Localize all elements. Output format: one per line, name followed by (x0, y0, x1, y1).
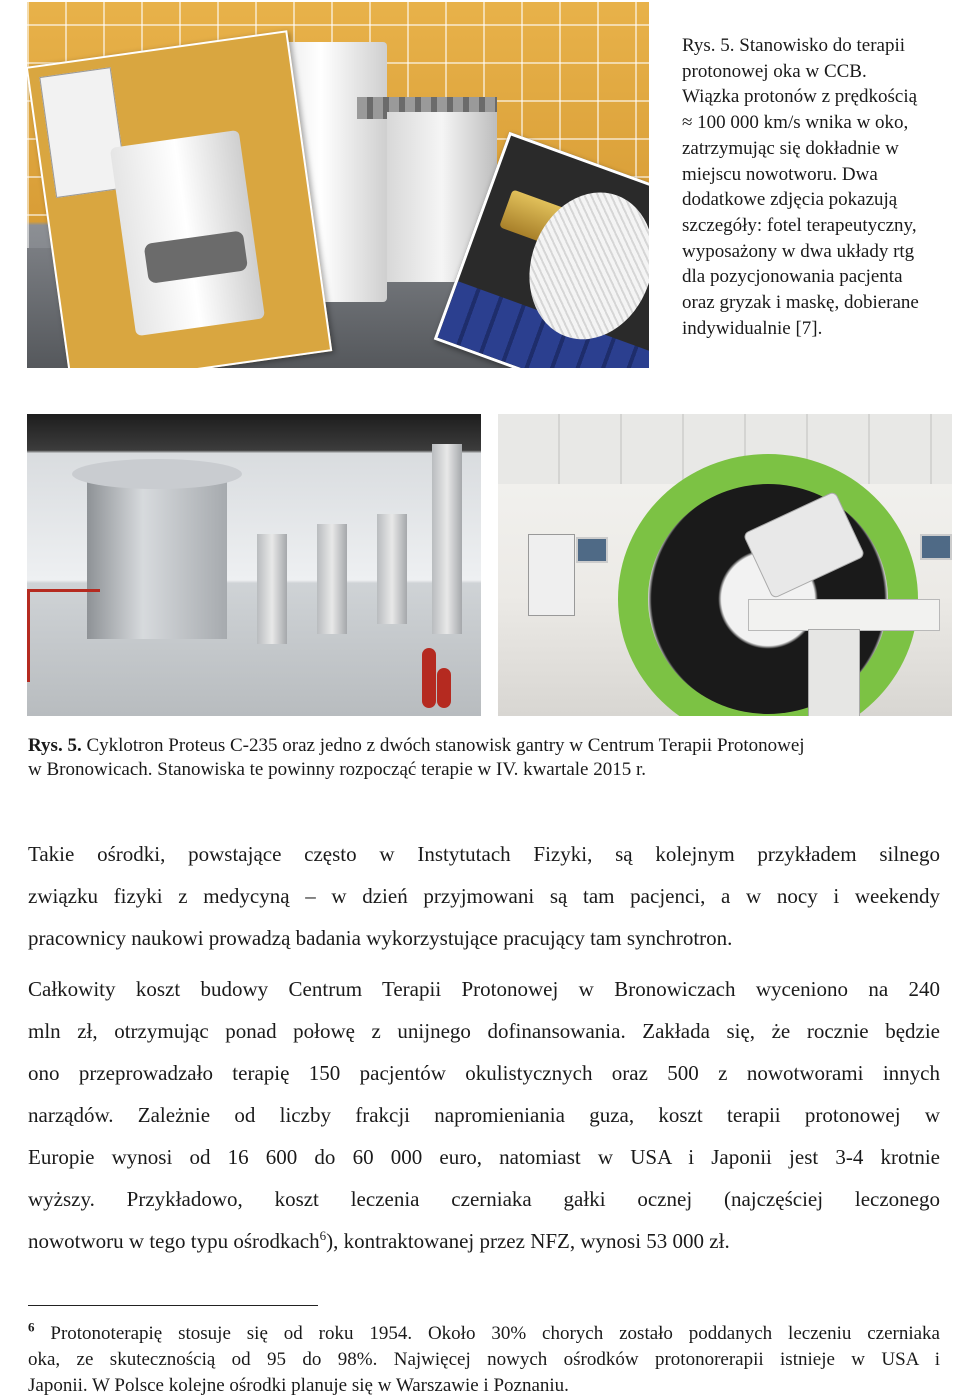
text-line: Takie ośrodki, powstające często w Instytutach Fizyki, są kolejnym przykładem silnego (28, 842, 940, 866)
caption-line: indywidualnie [7]. (682, 317, 823, 339)
text-segment: nowotworu w tego typu ośrodkach (28, 1229, 320, 1253)
beamline-element (317, 524, 347, 634)
patient-couch (748, 599, 940, 631)
text-line: wyższy. Przykładowo, koszt leczenia czerniaka gałki ocznej (najczęściej leczonego (28, 1187, 940, 1211)
caption-line: oraz gryzak i maskę, dobierane (682, 292, 919, 314)
caption-line: protonowej oka w CCB. (682, 60, 867, 82)
text-line: mln zł, otrzymując ponad połowę z unijnego dofinansowania. Zakłada się, że rocznie będzie (28, 1019, 940, 1043)
gantry-photo (498, 414, 952, 716)
top-figure-caption (682, 33, 957, 341)
paragraph-1 (28, 833, 940, 959)
caption-line: w Bronowicach. Stanowiska te powinny rozpocząć terapie w IV. kwartale 2015 r. (28, 759, 647, 780)
caption-text: Cyklotron Proteus C-235 oraz jedno z dwóch stanowisk gantry w Centrum Terapii Protonowej (81, 735, 805, 756)
eye-therapy-station-photo (27, 2, 649, 368)
footnote-line: oka, ze skutecznością od 95 do 98%. Najwięcej nowych ośrodków protonorerapii istnieje w USA i (28, 1349, 940, 1370)
cyclotron-top (72, 459, 242, 489)
text-line: ono przeprowadzało terapię 150 pacjentów okulistycznych oraz 500 z nowotworami innych (28, 1061, 940, 1085)
control-pendant (528, 534, 575, 616)
footnote-line (28, 1321, 940, 1347)
text-line: związku fizyki z medycyną – w dzień przyjmowani są tam pacjenci, a w nocy i weekendy (28, 884, 940, 908)
caption-line: Wiązka protonów z prędkością (682, 86, 918, 108)
beamline-element (257, 534, 287, 644)
cyclotron-body (87, 469, 227, 639)
caption-line: Rys. 5. Stanowisko do terapii (682, 35, 906, 56)
footnote-line: Japonii. W Polsce kolejne ośrodki planuje się w Warszawie i Poznaniu. (28, 1375, 569, 1396)
text-segment: ), kontraktowanej przez NFZ, wynosi 53 000 zł. (326, 1229, 730, 1253)
therapy-chair-inset-photo (27, 30, 332, 368)
caption-line: miejscu nowotworu. Dwa (682, 163, 878, 185)
footnote (28, 1321, 940, 1399)
paragraph-2 (28, 968, 940, 1262)
text-line: Europie wynosi od 16 600 do 60 000 euro, natomiast w USA i Japonii jest 3-4 krotnie (28, 1145, 940, 1169)
beamline-element (432, 444, 462, 634)
safety-railing (27, 589, 100, 682)
cyclotron-photo (27, 414, 481, 716)
text-line: pracownicy naukowi prowadzą badania wykorzystujące pracujący tam synchrotron. (28, 926, 733, 950)
text-line (28, 1220, 940, 1262)
footnote-reference[interactable]: 6 (319, 1228, 327, 1243)
main-figure-caption (28, 734, 940, 782)
caption-line: dla pozycjonowania pacjenta (682, 266, 903, 288)
monitor (576, 537, 608, 563)
text-line: Całkowity koszt budowy Centrum Terapii Protonowej w Bronowiczach wyceniono na 240 (28, 977, 940, 1001)
caption-line: szczegóły: fotel terapeutyczny, (682, 214, 917, 236)
beamline-element (377, 514, 407, 624)
text-line: narządów. Zależnie od liczby frakcji napromieniania guza, koszt terapii protonowej w (28, 1103, 940, 1127)
monitor (920, 534, 952, 560)
footnote-separator (28, 1305, 318, 1306)
caption-line: zatrzymując się dokładnie w (682, 137, 899, 159)
couch-arm (808, 629, 860, 716)
caption-line: dodatkowe zdjęcia pokazują (682, 189, 898, 211)
caption-line: ≈ 100 000 km/s wnika w oko, (682, 112, 909, 134)
footnote-text: Protonoterapię stosuje się od roku 1954. Około 30% chorych zostało poddanych leczeniu czerniaka (34, 1323, 940, 1344)
caption-label: Rys. 5. (28, 735, 82, 756)
caption-line: wyposażony w dwa układy rtg (682, 240, 915, 262)
fire-extinguisher (422, 648, 436, 708)
fire-extinguisher (437, 668, 451, 708)
caption-line (28, 734, 940, 758)
footnote-marker: 6 (28, 1319, 35, 1335)
